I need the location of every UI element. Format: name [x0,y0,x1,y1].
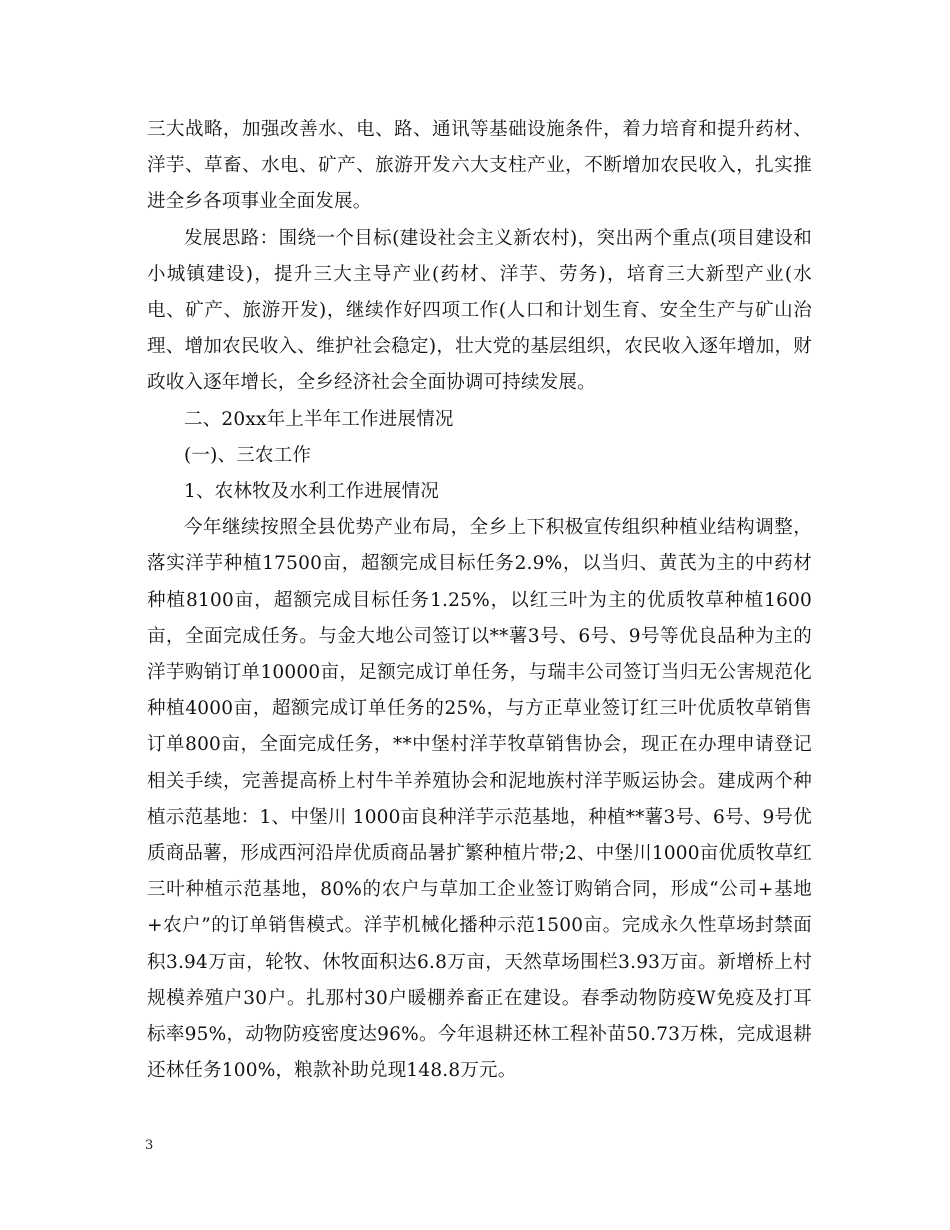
paragraph-development-approach: 发展思路：围绕一个目标(建设社会主义新农村)，突出两个重点(项目建设和小城镇建设)，提升三大主导产业(药材、洋芋、劳务)，培育三大新型产业(水电、矿产、旅游开发)，继续作好四项工作(人口和计划生育、安全生产与矿山治理、增加农民收入、维护社会稳定)，壮大党的基层组织，农民收入逐年增加，财政收入逐年增长，全乡经济社会全面协调可持续发展。 [147,227,812,394]
item-heading-farming-water: 1、农林牧及水利工作进展情况 [184,481,440,503]
document-body [147,112,812,1089]
subsection-heading-agriculture: (一)、三农工作 [184,444,312,466]
paragraph-strategy: 三大战略，加强改善水、电、路、通讯等基础设施条件，着力培育和提升药材、洋芋、草畜、水电、矿产、旅游开发六大支柱产业，不断增加农民收入，扎实推进全乡各项事业全面发展。 [147,119,812,213]
section-heading-progress: 二、20xx年上半年工作进展情况 [184,408,454,430]
paragraph-farming-progress: 今年继续按照全县优势产业布局，全乡上下积极宣传组织种植业结构调整，落实洋芋种植17500亩，超额完成目标任务2.9%，以当归、黄芪为主的中药材种植8100亩，超额完成目标任务1.25%，以红三叶为主的优质牧草种植1600亩，全面完成任务。与金大地公司签订以**薯3号、6号、9号等优良品种为主的洋芋购销订单10000亩，足额完成订单任务，与瑞丰公司签订当归无公害规范化种植4000亩，超额完成订单任务的25%，与方正草业签订红三叶优质牧草销售订单800亩，全面完成任务，**中堡村洋芋牧草销售协会，现正在办理申请登记相关手续，完善提高桥上村牛羊养殖协会和泥地族村洋芋贩运协会。建成两个种植示范基地：1、中堡川 1000亩良种洋芋示范基地，种植**薯3号、6号、9号优质商品薯，形成西河沿岸优质商品暑扩繁种植片带;2、中堡川1000亩优质牧草红三叶种植示范基地，80%的农户与草加工企业签订购销合同，形成“公司+基地+农户”的订单销售模式。洋芋机械化播种示范1500亩。完成永久性草场封禁面积3.94万亩，轮牧、休牧面积达6.8万亩，天然草场围栏3.93万亩。新增桥上村规模养殖户30户。扎那村30户暖棚养畜正在建设。春季动物防疫W免疫及打耳标率95%，动物防疫密度达96%。今年退耕还林工程补苗50.73万株，完成退耕还林任务100%，粮款补助兑现148.8万元。 [147,517,812,1082]
page-number: 3 [145,1138,154,1153]
